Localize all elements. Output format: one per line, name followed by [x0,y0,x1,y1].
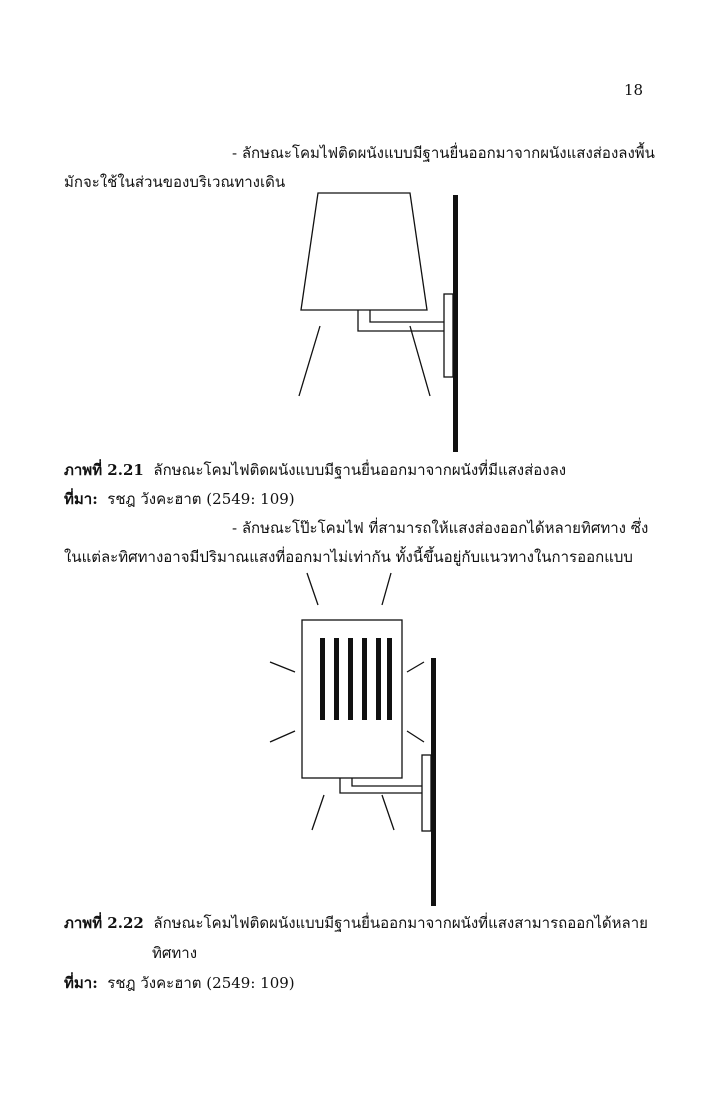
lamp-slot [376,638,381,720]
light-ray-bottom-left [312,795,324,830]
light-ray-upper-right [407,662,424,672]
figure-2-22-source [64,973,295,993]
lamp-slot [362,638,367,720]
figure-2-22-caption-text: ลักษณะโคมไฟติดผนังแบบมีฐานยื่นออกมาจากผนังที่แสงสามารถออกได้หลาย [153,914,648,932]
light-ray-lower-left [270,731,295,742]
light-ray-top-right [382,573,391,605]
figure-2-22-caption-line-2: ทิศทาง [152,944,198,962]
wall-mount-plate [422,755,431,831]
figure-2-21-caption-text: ลักษณะโคมไฟติดผนังแบบมีฐานยื่นออกมาจากผนังที่มีแสงส่องลง [153,461,567,479]
lamp-slot [348,638,353,720]
lamp-slot [387,638,392,720]
light-ray-upper-left [270,662,295,672]
paragraph-1-line-1: - ลักษณะโคมไฟติดผนังแบบมีฐานยื่นออกมาจากผนังแสงส่องลงพื้น [232,144,655,162]
figure-2-21-source-label: ที่มา: [64,490,98,508]
light-ray-bottom-right [382,795,394,830]
page-number: 18 [624,81,644,99]
wall [431,658,436,906]
paragraph-1-line-2: มักจะใช้ในส่วนของบริเวณทางเดิน [64,173,286,191]
figure-2-22-source-label: ที่มา: [64,974,98,992]
figure-2-22-source-text: รชฎ วังคะฮาต (2549: 109) [107,974,295,992]
figure-2-22-label: ภาพที่ 2.22 [64,914,144,932]
paragraph-2-line-2: ในแต่ละทิศทางอาจมีปริมาณแสงที่ออกมาไม่เท่ากัน ทั้งนี้ขึ้นอยู่กับแนวทางในการออกแบบ [64,548,633,566]
lamp-slot [320,638,325,720]
paragraph-2-line-1: - ลักษณะโป๊ะโคมไฟ ที่สามารถให้แสงส่องออกได้หลายทิศทาง ซึ่ง [232,519,649,537]
lamp-slot [334,638,339,720]
light-ray-top-left [307,573,318,605]
figure-2-21-label: ภาพที่ 2.21 [64,461,144,479]
lamp-arm-inner [352,778,422,786]
light-ray-lower-right [407,731,424,742]
figure-2-21-source-text: รชฎ วังคะฮาต (2549: 109) [107,490,295,508]
figure-2-22-caption [64,913,648,933]
